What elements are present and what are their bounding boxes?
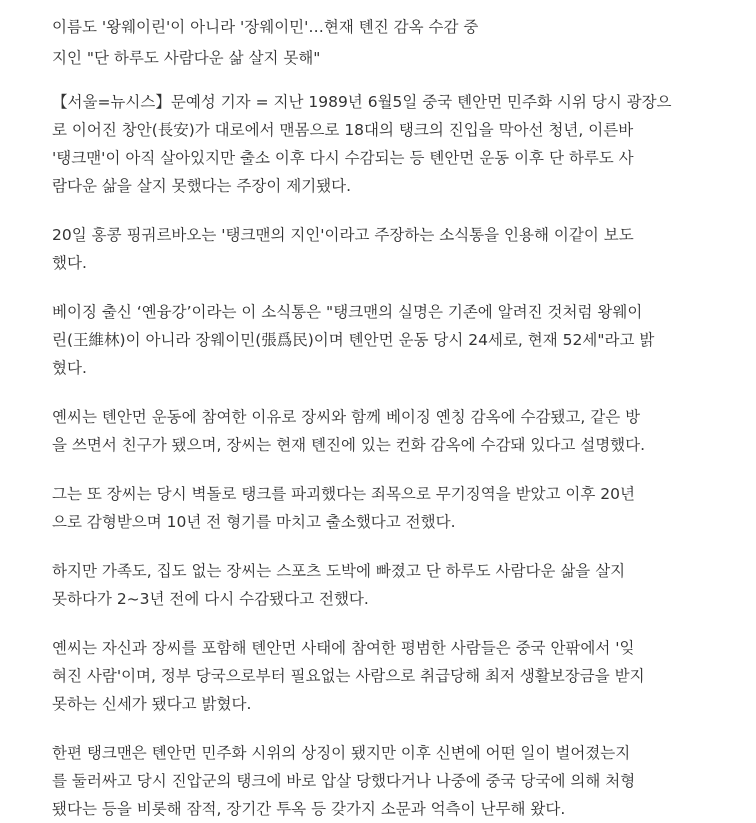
paragraph-3 xyxy=(52,298,738,382)
paragraph-8 xyxy=(52,739,738,823)
paragraph-line: 【서울=뉴시스】문예성 기자 = 지난 1989년 6월5일 중국 톈안먼 민주화 시위 당시 광장으 xyxy=(52,93,672,111)
paragraph-line: 옌씨는 자신과 장씨를 포함해 톈안먼 사태에 참여한 평범한 사람들은 중국 안팎에서 '잊 xyxy=(52,639,635,657)
paragraph-line: 혔다. xyxy=(52,359,87,377)
paragraph-line: 로 이어진 창안(長安)가 대로에서 맨몸으로 18대의 탱크의 진입을 막아선 청년, 이른바 xyxy=(52,121,634,139)
paragraph-line: 혀진 사람'이며, 정부 당국으로부터 필요없는 사람으로 취급당해 최저 생활보장금을 받지 xyxy=(52,667,645,685)
paragraph-line: 했다. xyxy=(52,254,87,272)
paragraph-line: 를 둘러싸고 당시 진압군의 탱크에 바로 압살 당했다거나 나중에 중국 당국에 의해 처형 xyxy=(52,772,636,790)
paragraph-2 xyxy=(52,221,738,277)
paragraph-line: 못하는 신세가 됐다고 밝혔다. xyxy=(52,695,252,713)
paragraph-line: 린(王維林)이 아니라 장웨이민(張爲民)이며 톈안먼 운동 당시 24세로, 현재 52세"라고 밝 xyxy=(52,331,655,349)
paragraph-line: 그는 또 장씨는 당시 벽돌로 탱크를 파괴했다는 죄목으로 무기징역을 받았고 이후 20년 xyxy=(52,485,636,503)
paragraph-6 xyxy=(52,557,738,613)
paragraph-line: 베이징 출신 ‘옌융강’이라는 이 소식통은 "탱크맨의 실명은 기존에 알려진 것처럼 왕웨이 xyxy=(52,303,643,321)
paragraph-line: 으로 감형받으며 10년 전 형기를 마치고 출소했다고 전했다. xyxy=(52,513,456,531)
paragraph-line: 20일 홍콩 핑궈르바오는 '탱크맨의 지인'이라고 주장하는 소식통을 인용해 이같이 보도 xyxy=(52,226,634,244)
subtitle-line-1: 이름도 '왕웨이린'이 아니라 '장웨이민'…현재 톈진 감옥 수감 중 xyxy=(52,18,479,36)
paragraph-line: '탱크맨'이 아직 살아있지만 출소 이후 다시 수감되는 등 톈안먼 운동 이후 단 하루도 사 xyxy=(52,149,634,167)
paragraph-5 xyxy=(52,480,738,536)
paragraph-lead xyxy=(52,88,738,200)
paragraph-line: 됐다는 등을 비롯해 잠적, 장기간 투옥 등 갖가지 소문과 억측이 난무해 왔다. xyxy=(52,800,566,818)
paragraph-line: 을 쓰면서 친구가 됐으며, 장씨는 현재 톈진에 있는 컨화 감옥에 수감돼 있다고 설명했다. xyxy=(52,436,646,454)
paragraph-7 xyxy=(52,634,738,718)
subtitle-line-2: 지인 "단 하루도 사람다운 삶 살지 못해" xyxy=(52,49,321,67)
paragraph-line: 못하다가 2~3년 전에 다시 수감됐다고 전했다. xyxy=(52,590,369,608)
paragraph-line: 한편 탱크맨은 톈안먼 민주화 시위의 상징이 됐지만 이후 신변에 어떤 일이 벌어졌는지 xyxy=(52,744,631,762)
paragraph-line: 하지만 가족도, 집도 없는 장씨는 스포츠 도박에 빠졌고 단 하루도 사람다운 삶을 살지 xyxy=(52,562,626,580)
paragraph-4 xyxy=(52,403,738,459)
paragraph-line: 옌씨는 톈안먼 운동에 참여한 이유로 장씨와 함께 베이징 옌칭 감옥에 수감됐고, 같은 방 xyxy=(52,408,641,426)
paragraph-line: 람다운 삶을 살지 못했다는 주장이 제기됐다. xyxy=(52,177,352,195)
article-subtitle xyxy=(52,12,738,74)
